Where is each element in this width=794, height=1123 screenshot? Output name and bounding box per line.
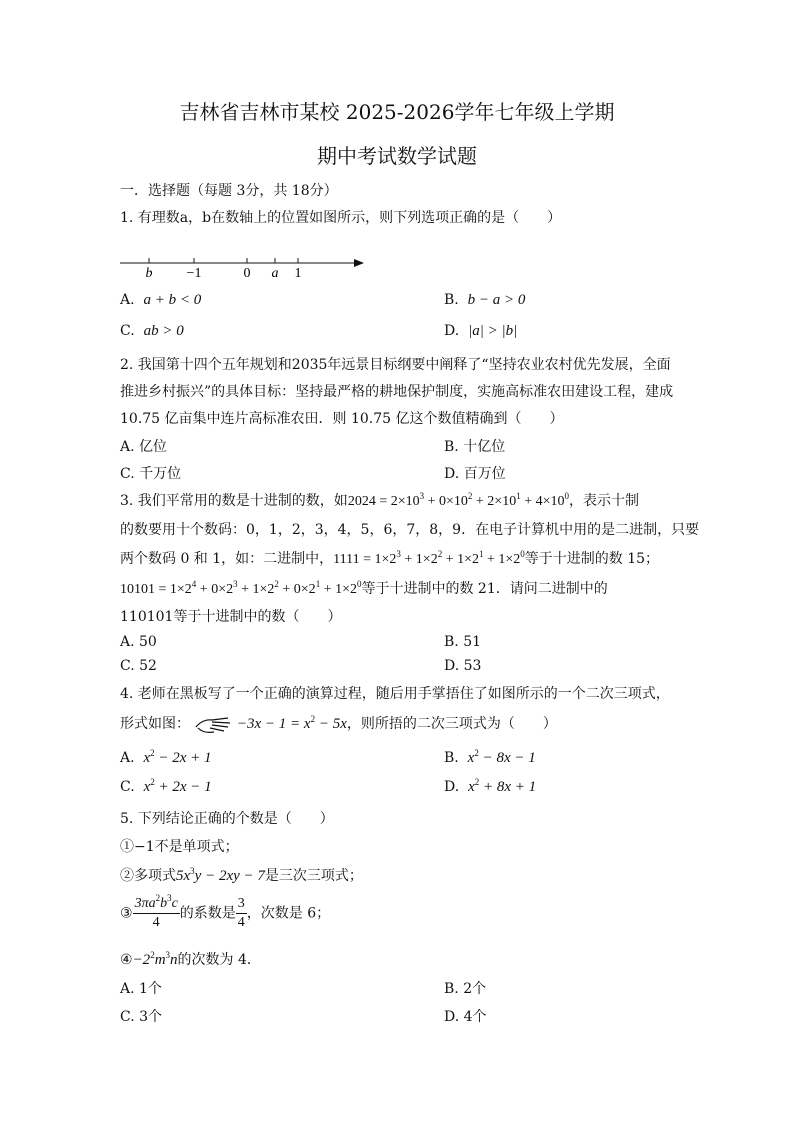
q5-stem: 5. 下列结论正确的个数是（ ） (120, 811, 334, 827)
q3-line4: $10101 = 1\times 2^4 + 0\times 2^3 + 1\times 2^2 + 0\times 2^1 + 1\times 2^0$等于十进制中的数 21．请问二进制中的 (120, 579, 608, 597)
q2-option-b: B. 十亿位 (444, 439, 506, 455)
q5-statement-3: ③ $\frac{3\pi a^2b^3c}{4}$ 的系数是 $\frac{3}{4}$ ，次数是 6； (120, 893, 331, 930)
q4-option-d: D. $x^2 + 8x + 1$ (444, 777, 537, 795)
q5-option-d: D. 4个 (444, 1009, 487, 1025)
q2-option-c: C. 千万位 (120, 466, 182, 482)
q4-equation: $-3x - 1 = x^2 - 5x$ (236, 714, 347, 732)
q3-formula-2024: $2024 = 2\times 10^3 + 0\times 10^2 + 2\times 10^1 + 4\times 10^0$ (347, 491, 569, 509)
q5-option-a: A. 1个 (120, 981, 162, 997)
q1-stem: 1. 有理数a，b在数轴上的位置如图所示，则下列选项正确的是（ ） (120, 210, 562, 226)
q3-line3: 两个数码 0 和 1，如：二进制中，$1111 = 1\times 2^3 + 1\times 2^2 + 1\times 2^1 + 1\times 2^0$等于十进制的数 15； (120, 549, 660, 567)
q3-line5: 110101等于十进制中的数（ ） (120, 609, 342, 625)
page-title-line2: 期中考试数学试题 (317, 144, 477, 168)
hand-icon (194, 713, 232, 735)
label-neg1: −1 (186, 266, 202, 281)
label-a: a (271, 266, 279, 281)
q3-option-c: C. 52 (120, 658, 157, 674)
q2-line1: 2. 我国第十四个五年规划和2035年远景目标纲要中阐释了“坚持农业农村优先发展，全面 (120, 357, 671, 373)
number-line (118, 252, 368, 282)
q5-statement-2: ②多项式$5x^3y - 2xy - 7$是三次三项式； (120, 866, 363, 884)
q4-line1: 4. 老师在黑板写了一个正确的演算过程，随后用手掌捂住了如图所示的一个二次三项式， (120, 686, 670, 702)
q1-option-c: C. ab > 0 (120, 323, 184, 339)
q3-option-b: B. 51 (444, 634, 482, 650)
number-line-arrow-icon (354, 259, 364, 267)
q5-statement-4: $④-2^2m^3n$的次数为 4． (120, 950, 261, 968)
q5-option-b: B. 2个 (444, 981, 487, 997)
q4-option-c: C. $x^2 + 2x - 1$ (120, 777, 212, 795)
q3-formula-10101: $10101 = 1\times 2^4 + 0\times 2^3 + 1\times 2^2 + 0\times 2^1 + 1\times 2^0$ (120, 579, 362, 597)
q3-option-a: A. 50 (120, 634, 157, 650)
section-header: 一．选择题（每题 3分，共 18分） (120, 183, 338, 199)
q4-option-a: A. $x^2 - 2x + 1$ (120, 748, 212, 766)
q4-option-b: B. $x^2 - 8x - 1$ (444, 748, 536, 766)
label-1: 1 (294, 266, 302, 281)
q2-option-d: D. 百万位 (444, 466, 506, 482)
label-b: b (145, 266, 153, 281)
q3-formula-1111: $1111 = 1\times 2^3 + 1\times 2^2 + 1\times 2^1 + 1\times 2^0$ (333, 549, 525, 567)
q4-line2: 形式如图： $-3x - 1 = x^2 - 5x$，则所捂的二次三项式为（ ） (120, 713, 557, 735)
q2-option-a: A. 亿位 (120, 439, 168, 455)
q3-line2: 的数要用十个数码：0，1，2，3，4，5，6，7，8，9．在电子计算机中用的是二进制，只要 (120, 522, 700, 538)
q1-option-d: D. |a| > |b| (444, 323, 518, 339)
label-0: 0 (243, 266, 251, 281)
q1-option-a: A. a + b < 0 (120, 292, 202, 308)
q2-line2: 推进乡村振兴”的具体目标：坚持最严格的耕地保护制度，实施高标准农田建设工程，建成 (120, 384, 674, 400)
q3-option-d: D. 53 (444, 658, 482, 674)
page-title-line1: 吉林省吉林市某校 2025-2026学年七年级上学期 (179, 100, 615, 124)
q5-option-c: C. 3个 (120, 1009, 163, 1025)
q1-option-b: B. b − a > 0 (444, 292, 526, 308)
q5-statement-1: ①−1不是单项式； (120, 839, 239, 855)
q2-line3: 10.75 亿亩集中连片高标准农田．则 10.75 亿这个数值精确到（ ） (120, 411, 564, 427)
q3-line1: 3. 我们平常用的数是十进制的数，如$2024 = 2\times 10^3 + 0\times 10^2 + 2\times 10^1 + 4\times 10^0$，表示十制 (120, 491, 639, 509)
